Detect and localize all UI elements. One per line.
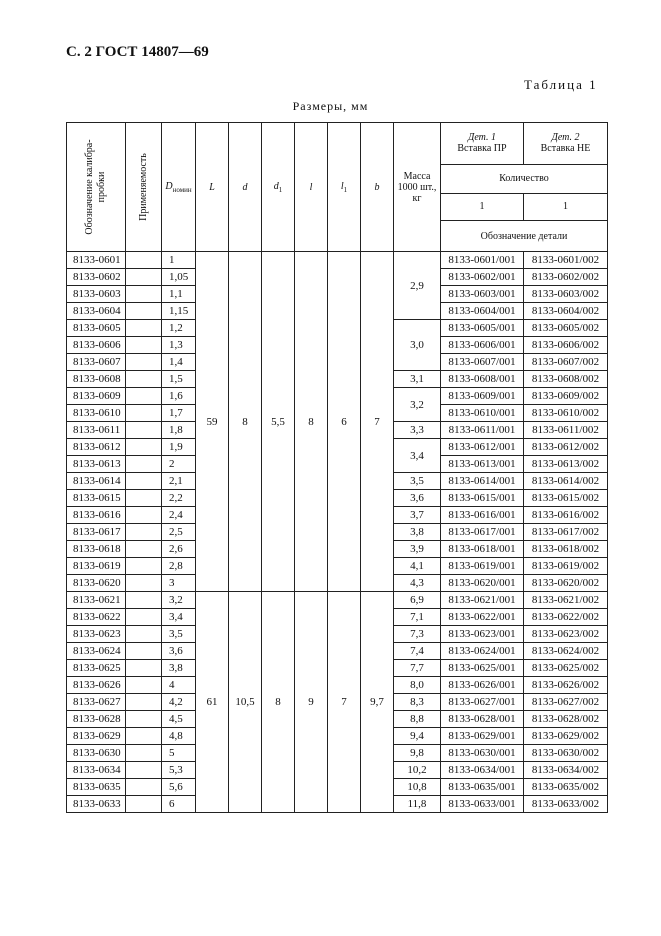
cell-part1: 8133-0606/001 [441, 337, 524, 354]
cell-part2: 8133-0609/002 [524, 388, 608, 405]
cell-applicability [126, 320, 162, 337]
cell-applicability [126, 677, 162, 694]
table-body [67, 252, 608, 813]
cell-D: 1,05 [162, 269, 196, 286]
cell-mass: 3,9 [394, 541, 441, 558]
cell-part1: 8133-0619/001 [441, 558, 524, 575]
cell-d1: 5,5 [262, 252, 295, 592]
cell-applicability [126, 796, 162, 813]
cell-part2: 8133-0629/002 [524, 728, 608, 745]
cell-applicability [126, 660, 162, 677]
cell-code: 8133-0622 [67, 609, 126, 626]
col-header-l: l [295, 123, 328, 252]
cell-part1: 8133-0605/001 [441, 320, 524, 337]
cell-part2: 8133-0603/002 [524, 286, 608, 303]
cell-part1: 8133-0612/001 [441, 439, 524, 456]
cell-part1: 8133-0629/001 [441, 728, 524, 745]
cell-part1: 8133-0621/001 [441, 592, 524, 609]
cell-applicability [126, 762, 162, 779]
col-header-quantity: Количество [441, 164, 608, 193]
cell-part2: 8133-0635/002 [524, 779, 608, 796]
cell-part1: 8133-0618/001 [441, 541, 524, 558]
cell-mass: 3,2 [394, 388, 441, 422]
cell-part2: 8133-0634/002 [524, 762, 608, 779]
cell-part2: 8133-0608/002 [524, 371, 608, 388]
cell-part2: 8133-0612/002 [524, 439, 608, 456]
cell-part1: 8133-0633/001 [441, 796, 524, 813]
cell-applicability [126, 354, 162, 371]
cell-part1: 8133-0622/001 [441, 609, 524, 626]
cell-mass: 3,6 [394, 490, 441, 507]
cell-b: 7 [361, 252, 394, 592]
cell-mass: 4,1 [394, 558, 441, 575]
cell-part2: 8133-0606/002 [524, 337, 608, 354]
cell-D: 2,2 [162, 490, 196, 507]
col-header-qty1: 1 [441, 193, 524, 221]
cell-code: 8133-0618 [67, 541, 126, 558]
cell-part1: 8133-0603/001 [441, 286, 524, 303]
cell-D: 2 [162, 456, 196, 473]
table-label: Таблица 1 [524, 77, 598, 92]
cell-part1: 8133-0628/001 [441, 711, 524, 728]
cell-D: 3,5 [162, 626, 196, 643]
cell-D: 2,8 [162, 558, 196, 575]
cell-code: 8133-0616 [67, 507, 126, 524]
cell-code: 8133-0617 [67, 524, 126, 541]
cell-mass: 6,9 [394, 592, 441, 609]
cell-code: 8133-0625 [67, 660, 126, 677]
cell-code: 8133-0628 [67, 711, 126, 728]
cell-part2: 8133-0601/002 [524, 252, 608, 269]
cell-applicability [126, 286, 162, 303]
cell-applicability [126, 524, 162, 541]
cell-code: 8133-0601 [67, 252, 126, 269]
cell-mass: 8,8 [394, 711, 441, 728]
cell-code: 8133-0614 [67, 473, 126, 490]
cell-applicability [126, 337, 162, 354]
cell-part2: 8133-0614/002 [524, 473, 608, 490]
cell-part2: 8133-0605/002 [524, 320, 608, 337]
cell-mass: 3,4 [394, 439, 441, 473]
cell-code: 8133-0611 [67, 422, 126, 439]
cell-D: 3,6 [162, 643, 196, 660]
cell-applicability [126, 745, 162, 762]
cell-applicability [126, 490, 162, 507]
page-header: С. 2 ГОСТ 14807—69 [66, 44, 209, 60]
cell-part1: 8133-0602/001 [441, 269, 524, 286]
cell-code: 8133-0619 [67, 558, 126, 575]
cell-part2: 8133-0602/002 [524, 269, 608, 286]
cell-l: 9 [295, 592, 328, 813]
cell-part2: 8133-0615/002 [524, 490, 608, 507]
col-header-designation: Обозначение калибра-пробки [67, 123, 126, 252]
cell-applicability [126, 558, 162, 575]
cell-D: 5 [162, 745, 196, 762]
col-header-b: b [361, 123, 394, 252]
cell-D: 1,6 [162, 388, 196, 405]
cell-mass: 10,2 [394, 762, 441, 779]
cell-applicability [126, 388, 162, 405]
cell-applicability [126, 473, 162, 490]
cell-applicability [126, 728, 162, 745]
cell-part2: 8133-0622/002 [524, 609, 608, 626]
cell-L: 59 [196, 252, 229, 592]
cell-D: 4,8 [162, 728, 196, 745]
cell-mass: 8,3 [394, 694, 441, 711]
cell-code: 8133-0603 [67, 286, 126, 303]
cell-applicability [126, 711, 162, 728]
cell-applicability [126, 575, 162, 592]
cell-mass: 3,5 [394, 473, 441, 490]
col-header-qty2: 1 [524, 193, 608, 221]
cell-b: 9,7 [361, 592, 394, 813]
cell-code: 8133-0620 [67, 575, 126, 592]
cell-mass: 7,4 [394, 643, 441, 660]
cell-d: 8 [229, 252, 262, 592]
cell-part1: 8133-0610/001 [441, 405, 524, 422]
cell-D: 2,5 [162, 524, 196, 541]
cell-D: 1 [162, 252, 196, 269]
cell-code: 8133-0633 [67, 796, 126, 813]
cell-D: 2,6 [162, 541, 196, 558]
cell-code: 8133-0627 [67, 694, 126, 711]
cell-part2: 8133-0630/002 [524, 745, 608, 762]
cell-part2: 8133-0624/002 [524, 643, 608, 660]
cell-part1: 8133-0630/001 [441, 745, 524, 762]
cell-D: 1,3 [162, 337, 196, 354]
cell-code: 8133-0623 [67, 626, 126, 643]
cell-applicability [126, 541, 162, 558]
col-header-mass: Масса 1000 шт., кг [394, 123, 441, 252]
cell-mass: 3,1 [394, 371, 441, 388]
cell-D: 6 [162, 796, 196, 813]
cell-part1: 8133-0634/001 [441, 762, 524, 779]
cell-mass: 11,8 [394, 796, 441, 813]
cell-D: 3 [162, 575, 196, 592]
cell-code: 8133-0605 [67, 320, 126, 337]
cell-part1: 8133-0607/001 [441, 354, 524, 371]
cell-code: 8133-0635 [67, 779, 126, 796]
cell-part2: 8133-0616/002 [524, 507, 608, 524]
cell-part1: 8133-0601/001 [441, 252, 524, 269]
cell-D: 1,4 [162, 354, 196, 371]
col-header-part2: Дет. 2 Вставка НЕ [524, 123, 608, 165]
cell-d: 10,5 [229, 592, 262, 813]
cell-l1: 7 [328, 592, 361, 813]
cell-D: 3,4 [162, 609, 196, 626]
cell-applicability [126, 643, 162, 660]
cell-D: 1,5 [162, 371, 196, 388]
cell-D: 1,15 [162, 303, 196, 320]
cell-D: 5,6 [162, 779, 196, 796]
cell-part2: 8133-0625/002 [524, 660, 608, 677]
cell-part2: 8133-0623/002 [524, 626, 608, 643]
cell-mass: 3,8 [394, 524, 441, 541]
cell-code: 8133-0634 [67, 762, 126, 779]
cell-applicability [126, 626, 162, 643]
cell-part1: 8133-0623/001 [441, 626, 524, 643]
cell-part1: 8133-0604/001 [441, 303, 524, 320]
table-row [67, 592, 608, 609]
cell-D: 4,5 [162, 711, 196, 728]
col-header-L: L [196, 123, 229, 252]
cell-code: 8133-0607 [67, 354, 126, 371]
cell-part1: 8133-0620/001 [441, 575, 524, 592]
cell-part1: 8133-0627/001 [441, 694, 524, 711]
cell-code: 8133-0613 [67, 456, 126, 473]
cell-applicability [126, 456, 162, 473]
cell-part2: 8133-0618/002 [524, 541, 608, 558]
cell-part2: 8133-0611/002 [524, 422, 608, 439]
cell-part2: 8133-0633/002 [524, 796, 608, 813]
cell-part2: 8133-0626/002 [524, 677, 608, 694]
cell-applicability [126, 269, 162, 286]
cell-applicability [126, 694, 162, 711]
cell-D: 5,3 [162, 762, 196, 779]
cell-part1: 8133-0608/001 [441, 371, 524, 388]
cell-L: 61 [196, 592, 229, 813]
cell-mass: 9,8 [394, 745, 441, 762]
cell-part2: 8133-0627/002 [524, 694, 608, 711]
cell-D: 1,1 [162, 286, 196, 303]
cell-D: 1,8 [162, 422, 196, 439]
cell-part2: 8133-0619/002 [524, 558, 608, 575]
cell-applicability [126, 252, 162, 269]
cell-part1: 8133-0614/001 [441, 473, 524, 490]
cell-code: 8133-0621 [67, 592, 126, 609]
cell-part2: 8133-0617/002 [524, 524, 608, 541]
table-subtitle: Размеры, мм [292, 99, 369, 113]
cell-part1: 8133-0611/001 [441, 422, 524, 439]
cell-part1: 8133-0635/001 [441, 779, 524, 796]
cell-part1: 8133-0616/001 [441, 507, 524, 524]
cell-mass: 7,3 [394, 626, 441, 643]
col-header-D: $D_{номин}$ [162, 123, 196, 252]
col-header-l1: $l_1$ [328, 123, 361, 252]
cell-D: 2,1 [162, 473, 196, 490]
cell-part1: 8133-0617/001 [441, 524, 524, 541]
cell-part1: 8133-0626/001 [441, 677, 524, 694]
cell-D: 4,2 [162, 694, 196, 711]
cell-code: 8133-0602 [67, 269, 126, 286]
cell-mass: 7,7 [394, 660, 441, 677]
cell-part1: 8133-0609/001 [441, 388, 524, 405]
col-header-d: d [229, 123, 262, 252]
cell-d1: 8 [262, 592, 295, 813]
cell-applicability [126, 371, 162, 388]
cell-part2: 8133-0621/002 [524, 592, 608, 609]
cell-mass: 3,7 [394, 507, 441, 524]
cell-mass: 3,3 [394, 422, 441, 439]
col-header-part-designation: Обозначение детали [441, 221, 608, 252]
cell-applicability [126, 592, 162, 609]
cell-code: 8133-0606 [67, 337, 126, 354]
cell-mass: 8,0 [394, 677, 441, 694]
cell-D: 3,2 [162, 592, 196, 609]
cell-code: 8133-0624 [67, 643, 126, 660]
cell-part1: 8133-0625/001 [441, 660, 524, 677]
cell-D: 2,4 [162, 507, 196, 524]
cell-D: 3,8 [162, 660, 196, 677]
cell-part2: 8133-0628/002 [524, 711, 608, 728]
cell-code: 8133-0612 [67, 439, 126, 456]
cell-applicability [126, 303, 162, 320]
cell-D: 1,2 [162, 320, 196, 337]
cell-D: 1,7 [162, 405, 196, 422]
cell-applicability [126, 507, 162, 524]
col-header-part1: Дет. 1 Вставка ПР [441, 123, 524, 165]
cell-part2: 8133-0610/002 [524, 405, 608, 422]
cell-mass: 3,0 [394, 320, 441, 371]
cell-applicability [126, 609, 162, 626]
cell-applicability [126, 422, 162, 439]
cell-mass: 9,4 [394, 728, 441, 745]
cell-code: 8133-0608 [67, 371, 126, 388]
cell-part1: 8133-0624/001 [441, 643, 524, 660]
cell-l: 8 [295, 252, 328, 592]
cell-code: 8133-0604 [67, 303, 126, 320]
cell-code: 8133-0626 [67, 677, 126, 694]
cell-part2: 8133-0613/002 [524, 456, 608, 473]
cell-mass: 10,8 [394, 779, 441, 796]
cell-applicability [126, 779, 162, 796]
cell-part1: 8133-0615/001 [441, 490, 524, 507]
cell-part2: 8133-0607/002 [524, 354, 608, 371]
cell-part2: 8133-0620/002 [524, 575, 608, 592]
cell-code: 8133-0615 [67, 490, 126, 507]
dimensions-table [66, 122, 608, 813]
cell-code: 8133-0629 [67, 728, 126, 745]
col-header-applicability: Применяемость [126, 123, 162, 252]
cell-applicability [126, 405, 162, 422]
cell-l1: 6 [328, 252, 361, 592]
cell-part2: 8133-0604/002 [524, 303, 608, 320]
table-row [67, 252, 608, 269]
cell-D: 1,9 [162, 439, 196, 456]
cell-code: 8133-0630 [67, 745, 126, 762]
cell-code: 8133-0609 [67, 388, 126, 405]
cell-mass: 4,3 [394, 575, 441, 592]
cell-mass: 7,1 [394, 609, 441, 626]
cell-applicability [126, 439, 162, 456]
cell-mass: 2,9 [394, 252, 441, 320]
col-header-d1: $d_1$ [262, 123, 295, 252]
cell-code: 8133-0610 [67, 405, 126, 422]
cell-part1: 8133-0613/001 [441, 456, 524, 473]
cell-D: 4 [162, 677, 196, 694]
